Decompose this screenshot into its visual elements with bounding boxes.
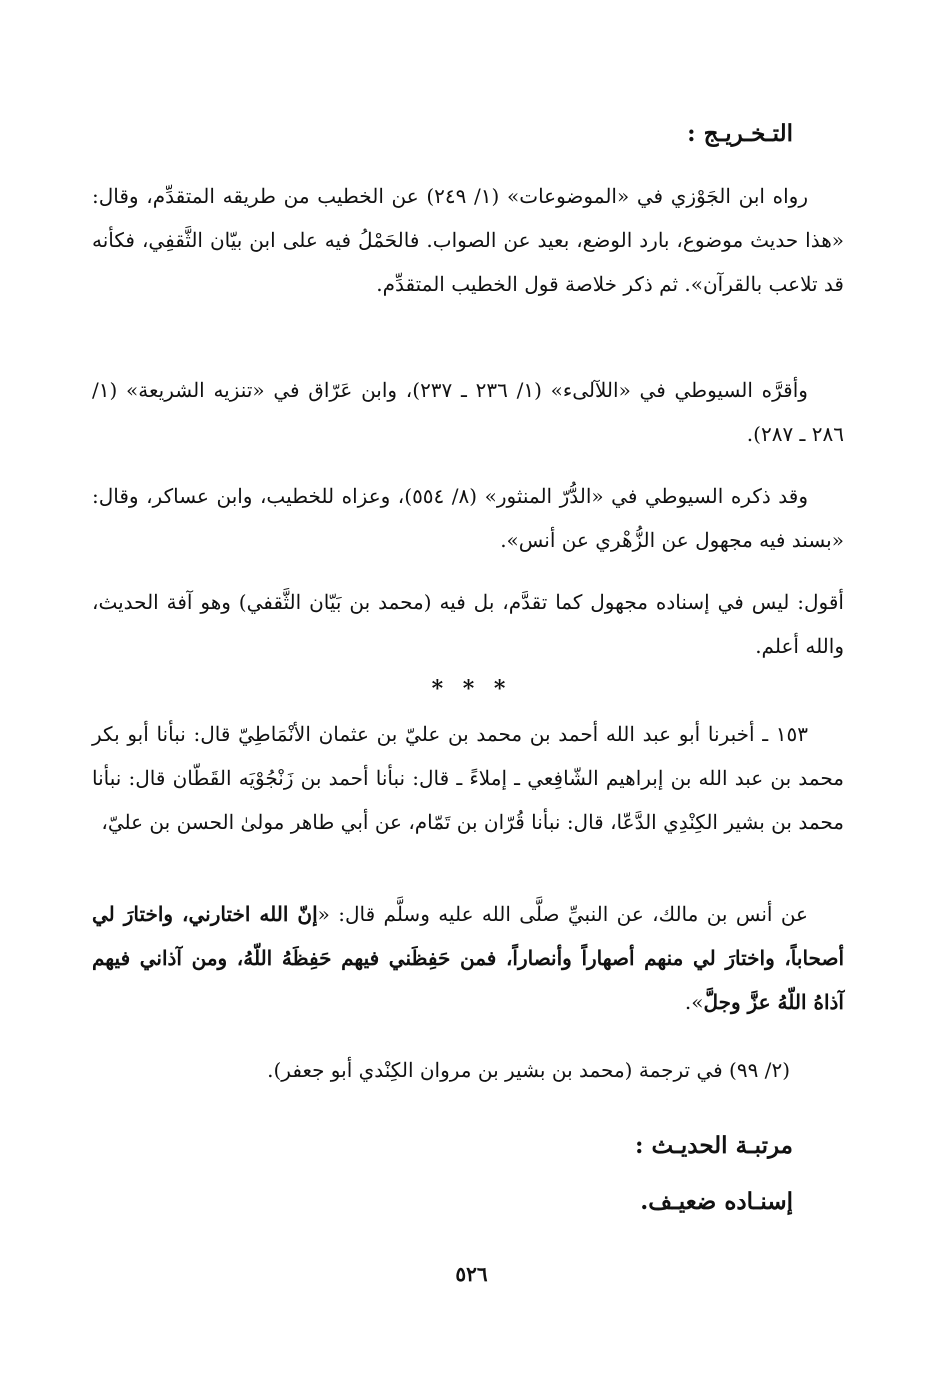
grade-text: إسنـاده ضعيـف. (640, 1188, 793, 1215)
grade-heading: مرتبـة الحديـث : (635, 1132, 793, 1159)
hadith-matn: إنّ الله اختارني، واختارَ لي أصحاباً، واختارَ لي منهم أصهاراً وأنصاراً، فمن حَفِظَني فيهم حَفِظَهُ اللّهُ، ومن آذاني فيهم آذاهُ اللّهُ عزَّ وجلَّ (92, 902, 844, 1014)
takhrij-paragraph-4: أقول: ليس في إسناده مجهول كما تقدَّم، بل فيه (محمد بن بَيّان الثَّقفي) وهو آفة الحديث، والله أعلم. (92, 590, 844, 658)
section-separator: * * * (431, 676, 512, 702)
takhrij-paragraph-2: وأقرَّه السيوطي في «اللآلىء» (١/ ٢٣٦ ـ ٢٣٧)، وابن عَرّاق في «تنزيه الشريعة» (١/ ٢٨٦ ـ ٢٨٧). (92, 378, 844, 446)
takhrij-heading: التـخـريـج : (687, 120, 793, 147)
hadith-matn-close: ». (684, 990, 704, 1014)
hadith-matn-intro: عن أنس بن مالك، عن النبيِّ صلَّى الله عليه وسلَّم قال: « (317, 902, 808, 926)
takhrij-paragraph-1: رواه ابن الجَوْزي في «الموضوعات» (١/ ٢٤٩) عن الخطيب من طريقه المتقدِّم، وقال: «هذا حديث موضوع، بارد الوضع، بعيد عن الصواب. فالحَمْلُ فيه على ابن بيّان الثَّقفِي، فكأنه قد تلاعب بالقرآن». ثم ذكر خلاصة قول الخطيب المتقدِّم. (92, 184, 844, 296)
hadith-matn-paragraph (92, 892, 844, 1024)
footnote: (٢/ ٩٩) في ترجمة (محمد بن بشير بن مروان الكِنْدي أبو جعفر). (267, 1058, 790, 1082)
takhrij-paragraph-3: وقد ذكره السيوطي في «الدُّرّ المنثور» (٨/ ٥٥٤)، وعزاه للخطيب، وابن عساكر، وقال: «بسند فيه مجهول عن الزُّهْري عن أنس». (92, 484, 844, 552)
page-number: ٥٢٦ (455, 1262, 488, 1286)
hadith-isnad: ١٥٣ ـ أخبرنا أبو عبد الله أحمد بن محمد بن عليّ بن عثمان الأنْمَاطِيّ قال: نبأنا أبو بكر محمد بن عبد الله بن إبراهيم الشّافِعي ـ إملاءً ـ قال: نبأنا أحمد بن زَنْجُوْيَه القَطّان قال: نبأنا محمد بن بشير الكِنْدِي الدَّعّا، قال: نبأنا قُرّان بن تَمّام، عن أبي طاهر مولىٰ الحسن بن عليّ، (92, 722, 844, 834)
